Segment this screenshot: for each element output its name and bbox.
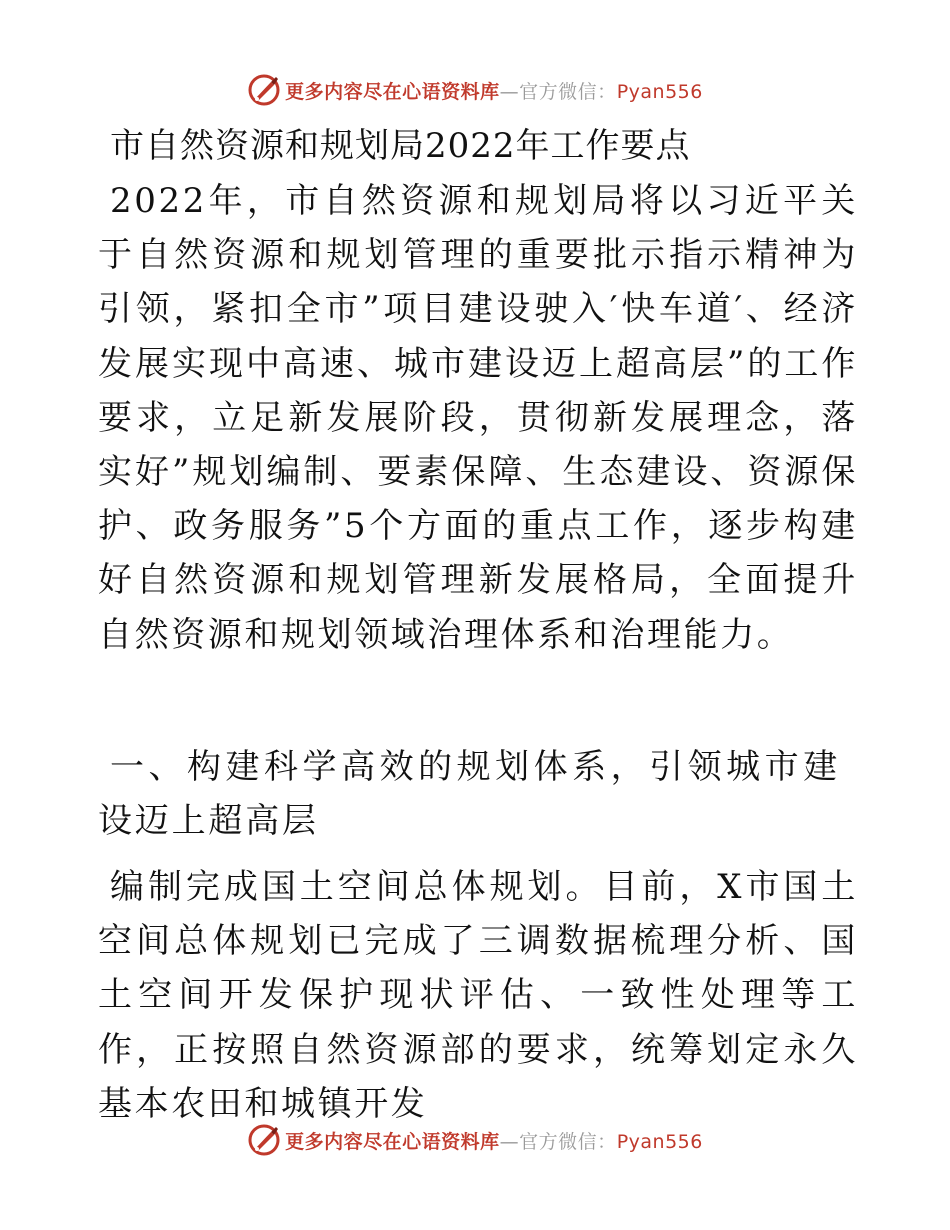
document-title: 市自然资源和规划局2022年工作要点 xyxy=(110,126,691,166)
intro-paragraph: 2022年，市自然资源和规划局将以习近平关于自然资源和规划管理的重要批示指示精神为引领，紧扣全市”项目建设驶入′快车道′、经济发展实现中高速、城市建设迈上超高层”的工作要求，立足新发展阶段，贯彻新发展理念，落实好”规划编制、要素保障、生态建设、资源保护、政务服务”5个方面的重点工作，逐步构建好自然资源和规划管理新发展格局，全面提升自然资源和规划领域治理体系和治理能力。 xyxy=(98,181,858,655)
quill-pen-icon xyxy=(247,73,281,107)
watermark-secondary-text: —官方微信： xyxy=(499,80,617,103)
watermark-handle: Pyan556 xyxy=(616,1130,703,1153)
section-1-body: 编制完成国土空间总体规划。目前，X市国土空间总体规划已完成了三调数据梳理分析、国土空间开发保护现状评估、一致性处理等工作，正按照自然资源部的要求，统筹划定永久基本农田和城镇开发 xyxy=(98,867,858,1124)
watermark-main-text: 更多内容尽在心语资料库 xyxy=(285,1130,500,1153)
watermark-secondary-text: —官方微信： xyxy=(499,1130,617,1153)
watermark-main-text: 更多内容尽在心语资料库 xyxy=(285,80,500,103)
section-1-heading: 一、构建科学高效的规划体系，引领城市建设迈上超高层 xyxy=(98,747,840,842)
quill-pen-icon xyxy=(247,1123,281,1157)
watermark-footer xyxy=(0,1120,950,1160)
watermark-handle: Pyan556 xyxy=(616,80,703,103)
watermark-text xyxy=(285,77,703,104)
watermark-text xyxy=(285,1127,703,1154)
watermark-header xyxy=(0,70,950,110)
